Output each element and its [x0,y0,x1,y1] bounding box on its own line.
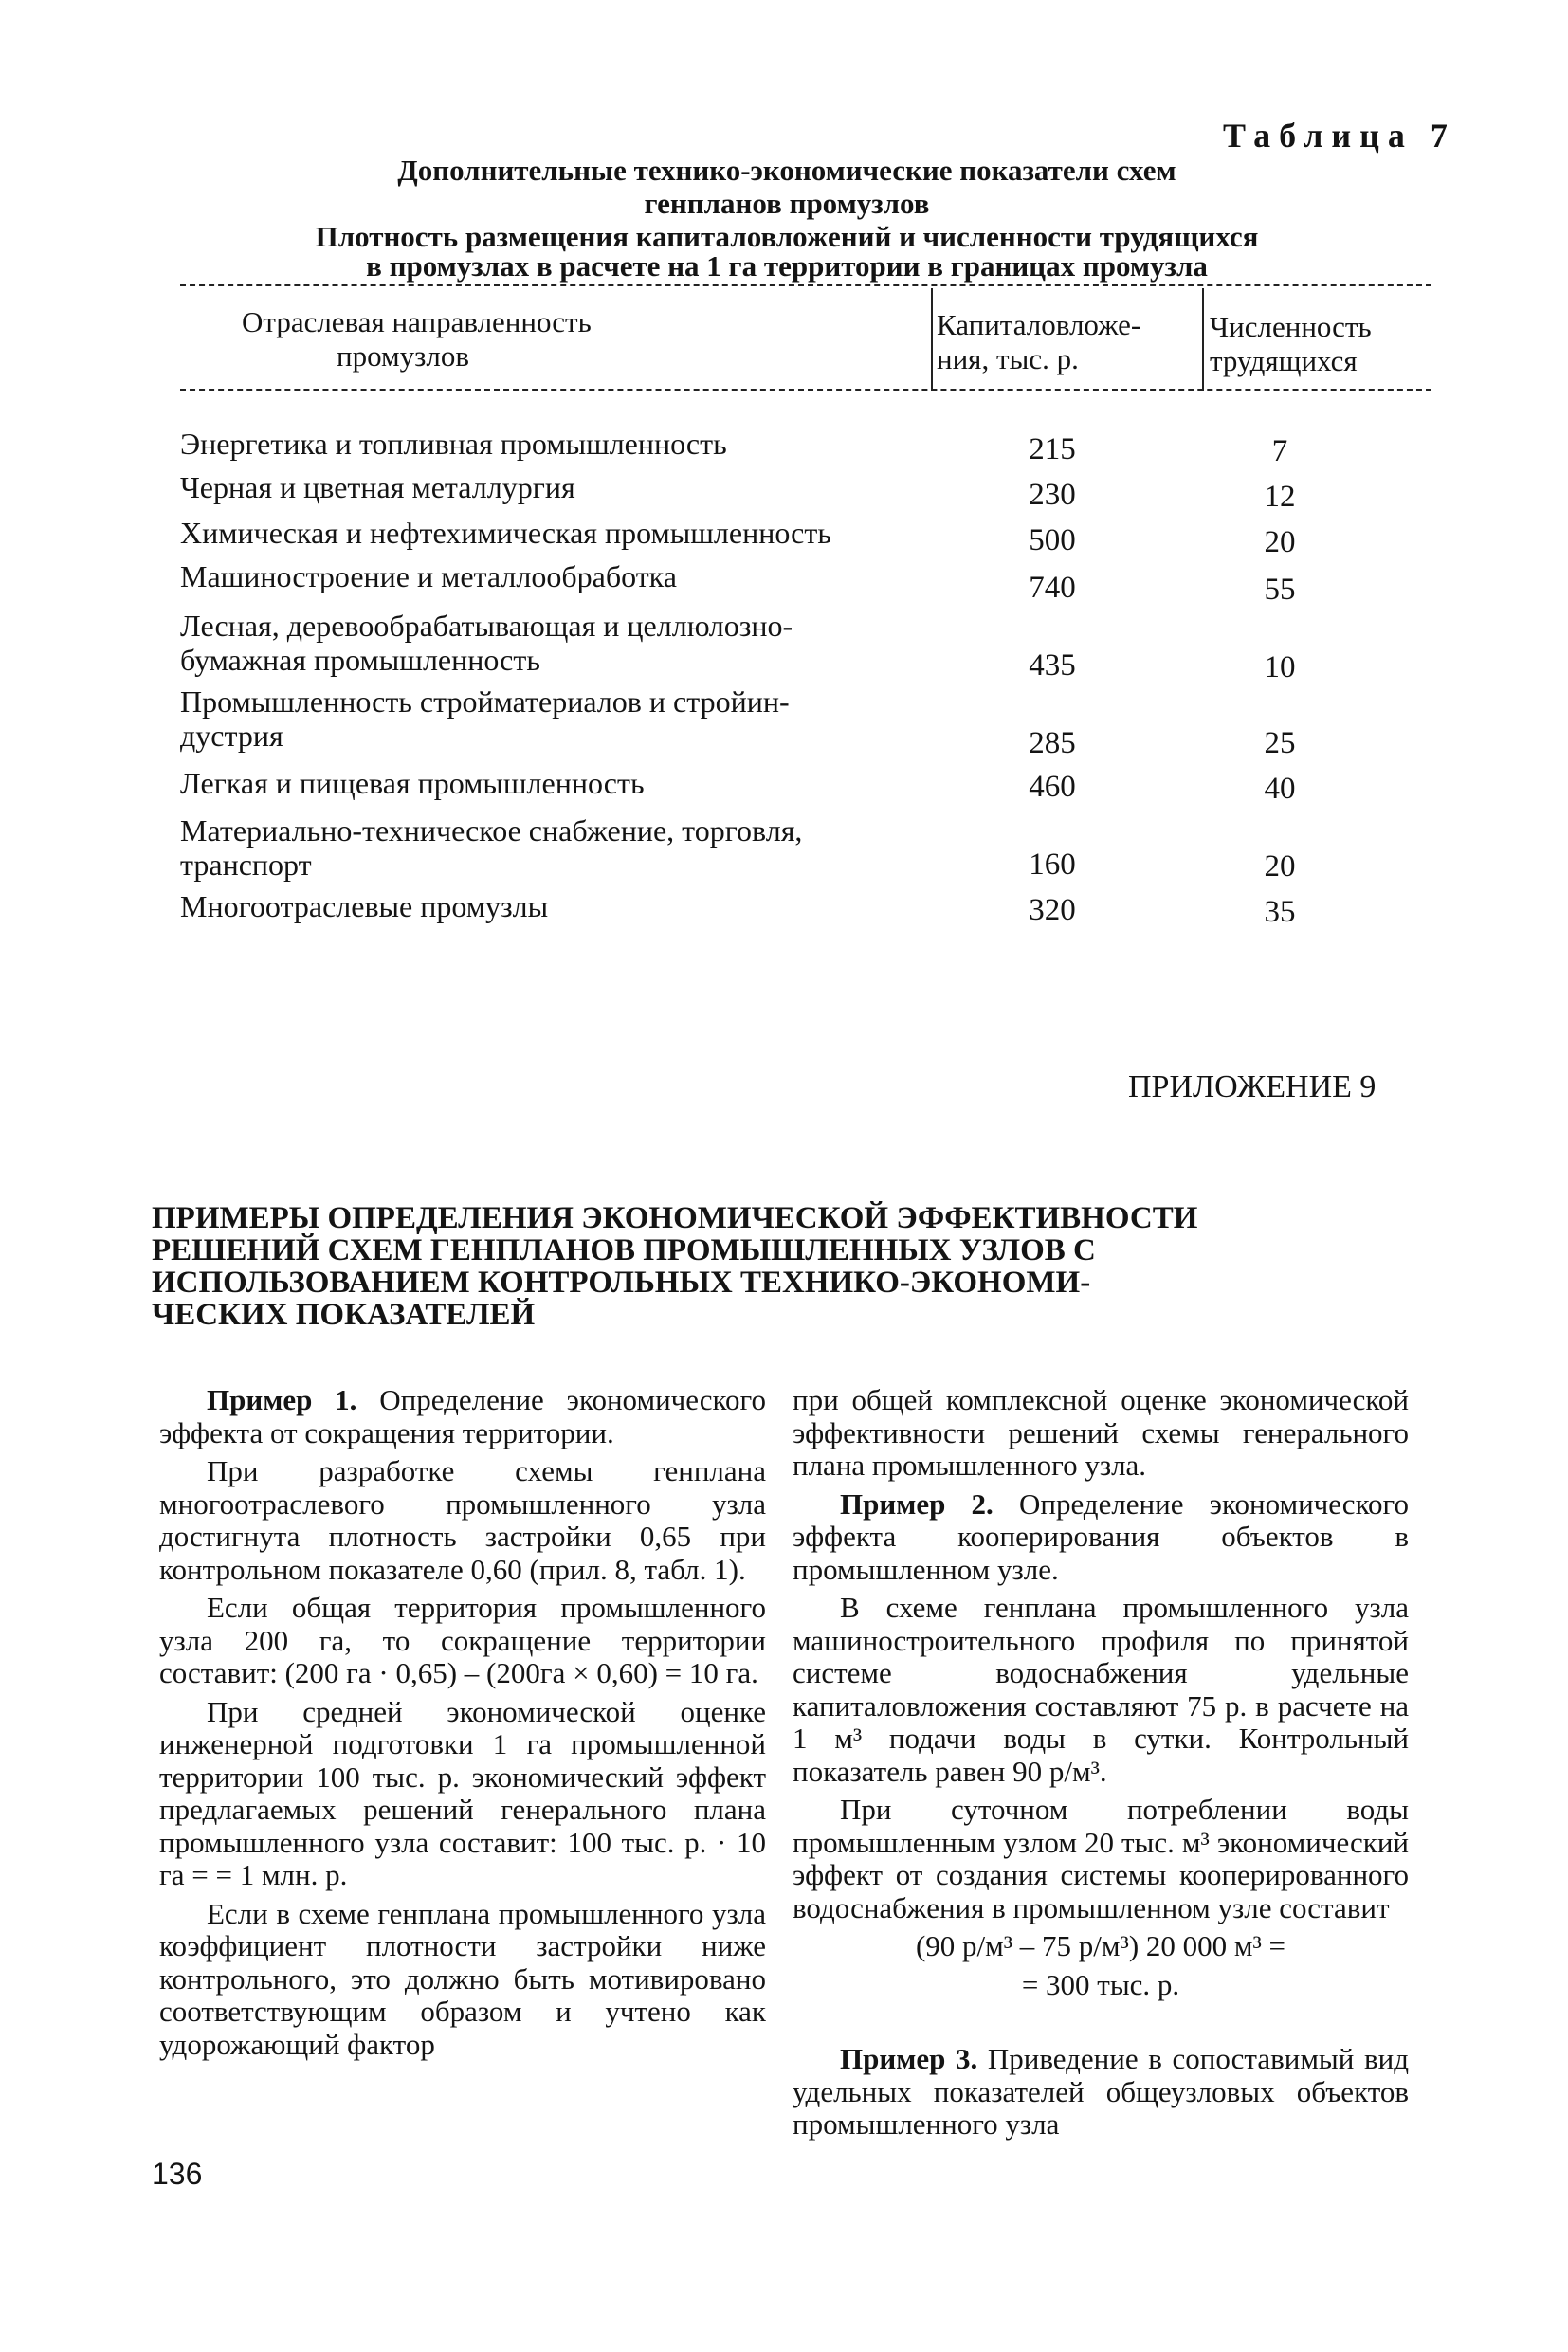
table-cell-workers: 12 [1264,480,1296,514]
table-cell-workers: 40 [1264,772,1296,806]
formula-line-1: (90 р/м³ – 75 р/м³) 20 000 м³ = [915,1929,1286,1962]
table-cell-capital: 320 [1029,893,1076,927]
paragraph: В схеме генплана промышленного узла машиностроительного профиля по принятой системе водоснабжения удельные капиталовложения составляют 75 р. в расчете на 1 м³ подачи воды в сутки. Контрольный показатель равен 90 р/м³. [793,1591,1409,1788]
table-cell-workers: 20 [1264,525,1296,559]
table-cell-capital: 215 [1029,432,1076,466]
table-cell-workers: 10 [1264,650,1296,684]
table-column-divider-1 [931,288,933,391]
table-label: Таблица 7 [1223,117,1456,155]
table-row-label: Многоотраслевые промузлы [180,889,549,923]
table-cell-capital: 435 [1029,648,1076,683]
table-row-label: Энергетика и топливная промышленность [180,427,727,461]
table-caption-line-3: Плотность размещения капиталовложений и численности трудящихся [315,220,1259,253]
paragraph: При разработке схемы генплана многоотраслевого промышленного узла достигнута плотность застройки 0,65 при контрольном показателе 0,60 (прил. 8, табл. 1). [159,1454,766,1586]
table-cell-workers: 55 [1264,573,1296,607]
table-cell-capital: 160 [1029,848,1076,882]
paragraph: При суточном потреблении воды промышленным узлом 20 тыс. м³ экономический эффект от создания системы кооперированного водоснабжения в промышленном узле составит [793,1793,1409,1924]
table-caption-line-1: Дополнительные технико-экономические показатели схем [397,154,1176,187]
paragraph: При средней экономической оценке инженерной подготовки 1 га промышленной территории 100 тыс. р. экономический эффект предлагаемых решений генерального плана промышленного узла составит: 100 тыс. р. · 10 га = = 1 млн. р. [159,1694,766,1891]
section-title: ПРИМЕРЫ ОПРЕДЕЛЕНИЯ ЭКОНОМИЧЕСКОЙ ЭФФЕКТИВНОСТИ РЕШЕНИЙ СХЕМ ГЕНПЛАНОВ ПРОМЫШЛЕННЫХ УЗЛОВ С ИСПОЛЬЗОВАНИЕМ КОНТРОЛЬНЫХ ТЕХНИКО-ЭКОНОМИ- ЧЕСКИХ ПОКАЗАТЕЛЕЙ [152,1201,1198,1332]
paragraph: Если в схеме генплана промышленного узла коэффициент плотности застройки ниже контрольного, это должно быть мотивировано соответствующим образом и учтено как удорожающий фактор [159,1896,766,2061]
column-header-workers: Численность трудящихся [1210,310,1372,377]
example-2-paragraph: Пример 2. Определение экономического эффекта кооперирования объектов в промышленном узле. [793,1486,1409,1586]
table-cell-capital: 500 [1029,523,1076,557]
table-caption-line-2: генпланов промузлов [644,187,930,220]
column-header-industry: Отраслевая направленность промузлов [242,305,592,373]
table-row-label: Материально-техническое снабжение, торговля, транспорт [180,813,803,882]
paragraph: Если общая территория промышленного узла 200 га, то сокращение территории составит: (200 га · 0,65) – (200га × 0,60) = 10 га. [159,1591,766,1689]
table-row-label: Химическая и нефтехимическая промышленность [180,516,831,550]
formula-line-2: = 300 тыс. р. [1021,1967,1180,2001]
table-row-label: Черная и цветная металлургия [180,470,575,504]
table-cell-capital: 740 [1029,571,1076,605]
table-row-label: Машиностроение и металлообработка [180,559,677,593]
table-header-bottom-rule [180,389,1431,391]
appendix-label: ПРИЛОЖЕНИЕ 9 [1128,1069,1377,1104]
table-top-rule [180,284,1431,286]
table-caption-line-4: в промузлах в расчете на 1 га территории в границах промузла [366,249,1208,283]
table-cell-capital: 285 [1029,726,1076,760]
table-row-label: Лесная, деревообрабатывающая и целлюлозно- бумажная промышленность [180,609,793,677]
table-cell-workers: 20 [1264,849,1296,884]
table-cell-capital: 460 [1029,770,1076,804]
example-1-paragraph: Пример 1. Определение экономического эффекта от сокращения территории. [159,1383,766,1449]
table-cell-workers: 7 [1271,434,1288,468]
table-cell-workers: 25 [1264,726,1296,760]
left-text-column [159,1384,766,2067]
example-3-paragraph: Пример 3. Приведение в сопоставимый вид удельных показателей общеузловых объектов промышленного узла [793,2042,1409,2141]
paragraph: при общей комплексной оценке экономической эффективности решений схемы генерального плана промышленного узла. [793,1383,1409,1482]
right-text-column [793,1384,1409,2147]
table-row-label: Легкая и пищевая промышленность [180,766,645,800]
table-cell-workers: 35 [1264,895,1296,929]
table-row-label: Промышленность стройматериалов и стройин- дустрия [180,684,790,753]
table-column-divider-2 [1202,288,1204,391]
column-header-capital: Капиталовложе- ния, тыс. р. [937,308,1141,375]
table-cell-capital: 230 [1029,478,1076,512]
page-number: 136 [152,2157,203,2191]
